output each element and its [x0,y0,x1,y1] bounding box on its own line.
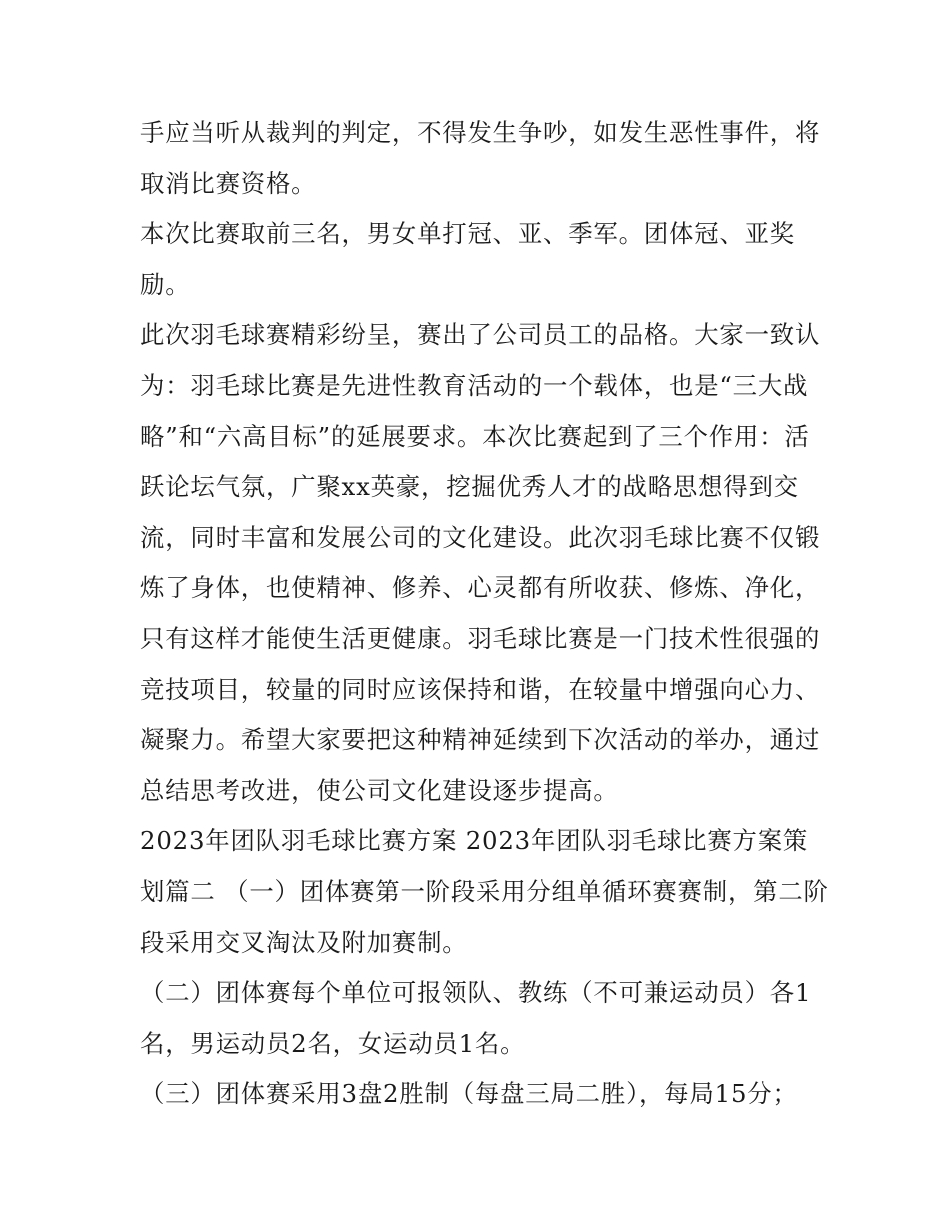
paragraph-disqualification-rule: 手应当听从裁判的判定，不得发生争吵，如发生恶性事件，将取消比赛资格。 [140,118,821,198]
document-body [140,108,830,1120]
paragraph-team-registration: （二）团体赛每个单位可报领队、教练（不可兼运动员）各1名，男运动员2名，女运动员1名。 [140,978,812,1058]
paragraph-match-format: （三）团体赛采用3盘2胜制（每盘三局二胜），每局15分； [140,1079,798,1109]
paragraph-plan-part-two: 2023年团队羽毛球比赛方案 2023年团队羽毛球比赛方案策划篇二 （一）团体赛第一阶段采用分组单循环赛赛制，第二阶段采用交叉淘汰及附加赛制。 [140,826,829,957]
paragraph-awards: 本次比赛取前三名，男女单打冠、亚、季军。团体冠、亚奖励。 [140,219,795,299]
paragraph-summary: 此次羽毛球赛精彩纷呈，赛出了公司员工的品格。大家一致认为：羽毛球比赛是先进性教育活动的一个载体，也是“三大战略”和“六高目标”的延展要求。本次比赛起到了三个作用：活跃论坛气氛，广聚xx英豪，挖掘优秀人才的战略思想得到交流，同时丰富和发展公司的文化建设。此次羽毛球比赛不仅锻炼了身体，也使精神、修养、心灵都有所收获、修炼、净化，只有这样才能使生活更健康。羽毛球比赛是一门技术性很强的竞技项目，较量的同时应该保持和谐，在较量中增强向心力、凝聚力。希望大家要把这种精神延续到下次活动的举办，通过总结思考改进，使公司文化建设逐步提高。 [140,320,821,805]
